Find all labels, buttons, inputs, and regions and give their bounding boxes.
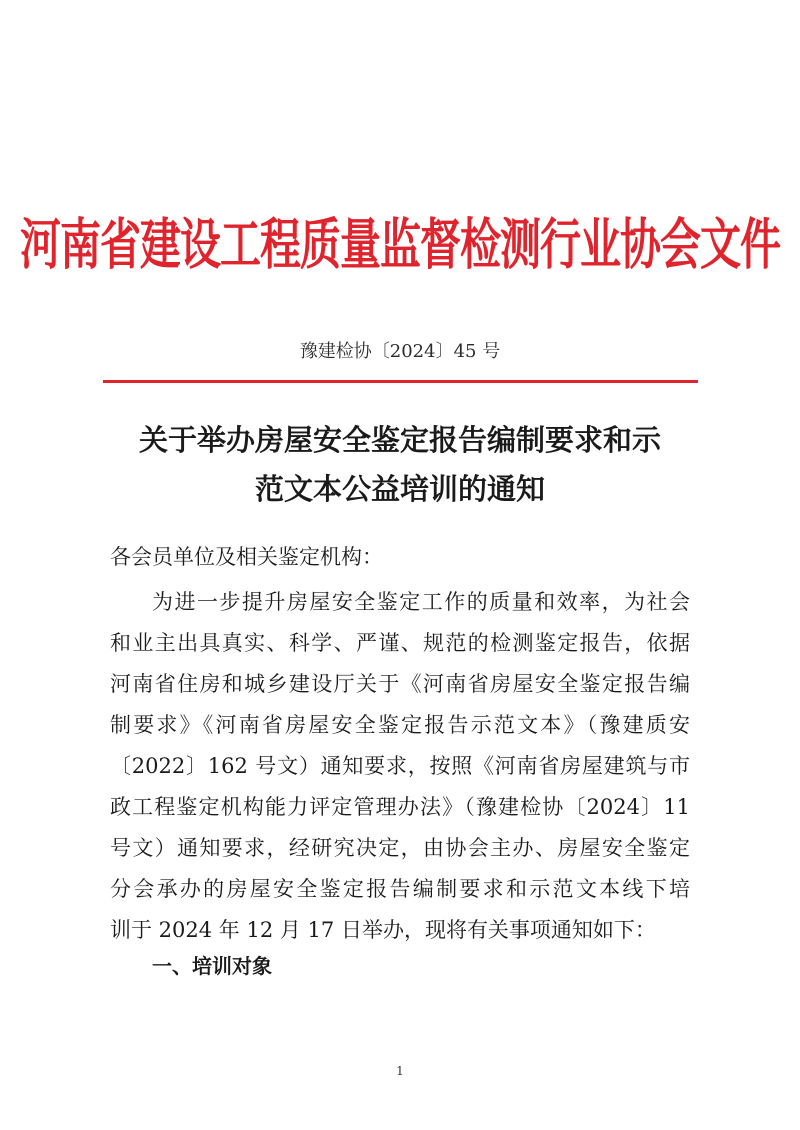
body-paragraph (110, 582, 690, 951)
section-heading: 一、培训对象 (152, 954, 272, 978)
body-line: 训于 2024 年 12 月 17 日举办，现将有关事项通知如下： (110, 918, 656, 942)
body-line: 分会承办的房屋安全鉴定报告编制要求和示范文本线下培 (110, 877, 690, 901)
document-number: 豫建检协〔2024〕45 号 (299, 341, 501, 362)
body-line: 和业主出具真实、科学、严谨、规范的检测鉴定报告，依据 (110, 631, 690, 655)
notice-title-line-1: 关于举办房屋安全鉴定报告编制要求和示 (138, 423, 661, 457)
org-header-title: 河南省建设工程质量监督检测行业协会文件 (20, 212, 780, 277)
body-line: 〔2022〕162 号文）通知要求，按照《河南省房屋建筑与市 (110, 754, 690, 778)
body-line: 为进一步提升房屋安全鉴定工作的质量和效率，为社会 (152, 590, 690, 614)
page-number: 1 (396, 1064, 404, 1078)
salutation: 各会员单位及相关鉴定机构： (110, 545, 383, 569)
body-line: 河南省住房和城乡建设厅关于《河南省房屋安全鉴定报告编 (110, 672, 690, 696)
body-line: 政工程鉴定机构能力评定管理办法》（豫建检协〔2024〕11 (110, 795, 690, 819)
body-line: 制要求》《河南省房屋安全鉴定报告示范文本》（豫建质安 (110, 713, 690, 737)
red-divider-line (103, 380, 698, 383)
notice-title-line-2: 范文本公益培训的通知 (254, 472, 545, 506)
notice-title (100, 416, 700, 514)
body-line: 号文）通知要求，经研究决定，由协会主办、房屋安全鉴定 (110, 836, 690, 860)
